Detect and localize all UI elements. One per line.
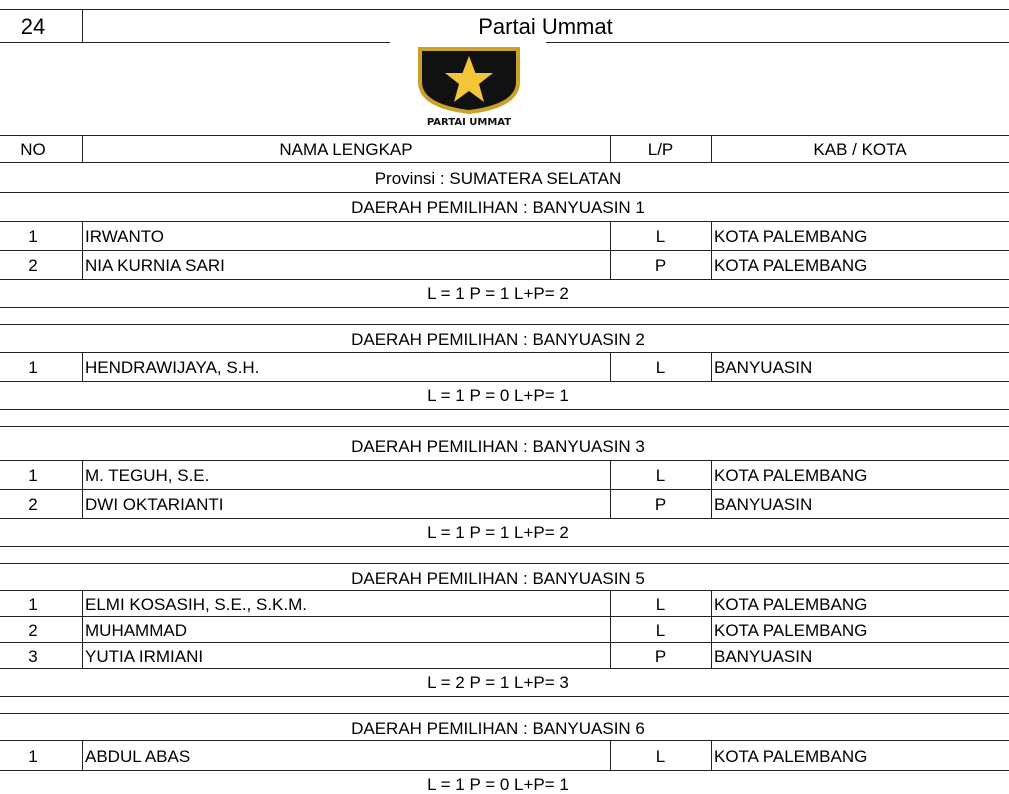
candidate-no: 3 <box>28 646 38 666</box>
candidate-gender: L <box>655 358 666 377</box>
district-title: DAERAH PEMILIHAN : BANYUASIN 2 <box>351 330 645 349</box>
row-rule <box>0 250 1009 251</box>
district-title: DAERAH PEMILIHAN : BANYUASIN 6 <box>351 718 645 738</box>
column-rule <box>82 590 83 616</box>
candidate-gender: P <box>654 646 667 666</box>
row-rule <box>0 42 390 43</box>
party-number: 24 <box>20 13 46 39</box>
row-rule <box>0 426 1009 427</box>
column-rule <box>82 616 83 642</box>
candidate-no: 2 <box>28 495 38 514</box>
district-title: DAERAH PEMILIHAN : BANYUASIN 5 <box>351 569 645 588</box>
column-rule <box>711 221 712 250</box>
logo-caption: PARTAI UMMAT <box>426 117 512 128</box>
row-rule <box>0 668 1009 669</box>
column-rule <box>711 352 712 381</box>
row-rule <box>0 642 1009 643</box>
row-rule <box>0 135 1009 136</box>
row-rule <box>0 221 1009 222</box>
candidate-name: IRWANTO <box>85 227 165 246</box>
candidate-city: KOTA PALEMBANG <box>714 256 868 275</box>
candidate-name: HENDRAWIJAYA, S.H. <box>85 358 260 377</box>
candidate-gender: L <box>655 620 666 640</box>
candidate-city: BANYUASIN <box>714 358 813 377</box>
candidate-no: 1 <box>28 227 38 246</box>
district-summary: L = 2 P = 1 L+P= 3 <box>427 672 569 692</box>
column-rule <box>711 642 712 668</box>
candidate-gender: P <box>654 495 667 514</box>
row-rule <box>0 590 1009 591</box>
district-title: DAERAH PEMILIHAN : BANYUASIN 3 <box>351 436 645 456</box>
candidate-name: M. TEGUH, S.E. <box>85 466 210 485</box>
row-rule <box>0 563 1009 564</box>
candidate-gender: L <box>655 466 666 485</box>
candidate-name: ABDUL ABAS <box>85 746 191 766</box>
row-rule <box>546 42 1009 43</box>
candidate-gender: L <box>655 746 666 766</box>
candidate-no: 2 <box>28 620 38 640</box>
column-rule <box>82 250 83 279</box>
district-title: DAERAH PEMILIHAN : BANYUASIN 1 <box>351 198 645 217</box>
candidate-city: BANYUASIN <box>714 495 813 514</box>
district-summary: L = 1 P = 1 L+P= 2 <box>427 283 569 303</box>
row-rule <box>0 740 1009 741</box>
row-rule <box>0 713 1009 714</box>
candidate-city: BANYUASIN <box>714 646 813 666</box>
district-summary: L = 1 P = 0 L+P= 1 <box>427 385 569 405</box>
candidate-no: 1 <box>28 466 38 485</box>
candidate-no: 1 <box>28 358 38 377</box>
row-rule <box>0 616 1009 617</box>
province-label: Provinsi : SUMATERA SELATAN <box>374 168 622 188</box>
column-rule <box>82 740 83 770</box>
row-rule <box>0 192 1009 193</box>
column-rule <box>82 352 83 381</box>
column-no: NO <box>20 140 46 159</box>
district-summary: L = 1 P = 0 L+P= 1 <box>427 774 569 794</box>
candidate-gender: P <box>654 256 667 275</box>
candidate-no: 2 <box>28 256 38 275</box>
column-rule <box>711 740 712 770</box>
row-rule <box>0 409 1009 410</box>
row-rule <box>0 9 1009 10</box>
candidate-gender: L <box>655 227 666 246</box>
column-name: NAMA LENGKAP <box>279 140 413 159</box>
row-rule <box>0 518 1009 519</box>
row-rule <box>0 324 1009 325</box>
column-rule <box>711 590 712 616</box>
candidate-city: KOTA PALEMBANG <box>714 620 868 640</box>
row-rule <box>0 381 1009 382</box>
candidate-name: DWI OKTARIANTI <box>85 495 224 514</box>
district-summary: L = 1 P = 1 L+P= 2 <box>427 522 569 542</box>
candidate-no: 1 <box>28 594 38 614</box>
candidate-no: 1 <box>28 746 38 766</box>
column-gender: L/P <box>647 140 674 159</box>
column-city: KAB / KOTA <box>813 140 907 159</box>
candidate-name: MUHAMMAD <box>85 620 187 640</box>
candidate-city: KOTA PALEMBANG <box>714 466 868 485</box>
candidate-city: KOTA PALEMBANG <box>714 227 868 246</box>
row-rule <box>0 307 1009 308</box>
column-rule <box>82 460 83 489</box>
column-rule <box>711 460 712 489</box>
candidate-gender: L <box>655 594 666 614</box>
column-rule <box>82 642 83 668</box>
column-rule <box>711 616 712 642</box>
column-rule <box>82 221 83 250</box>
candidate-name: NIA KURNIA SARI <box>85 256 225 275</box>
column-rule <box>711 250 712 279</box>
party-name: Partai Ummat <box>478 13 613 39</box>
candidate-name: YUTIA IRMIANI <box>85 646 204 666</box>
party-logo-shield-icon <box>390 42 546 130</box>
row-rule <box>0 546 1009 547</box>
column-rule <box>82 489 83 518</box>
candidate-city: KOTA PALEMBANG <box>714 594 868 614</box>
row-rule <box>0 460 1009 461</box>
row-rule <box>0 489 1009 490</box>
row-rule <box>0 162 1009 163</box>
party-logo <box>390 42 546 130</box>
row-rule <box>0 696 1009 697</box>
candidate-name: ELMI KOSASIH, S.E., S.K.M. <box>85 594 308 614</box>
row-rule <box>0 279 1009 280</box>
row-rule <box>0 770 1009 771</box>
candidate-city: KOTA PALEMBANG <box>714 746 868 766</box>
row-rule <box>0 352 1009 353</box>
column-rule <box>711 489 712 518</box>
